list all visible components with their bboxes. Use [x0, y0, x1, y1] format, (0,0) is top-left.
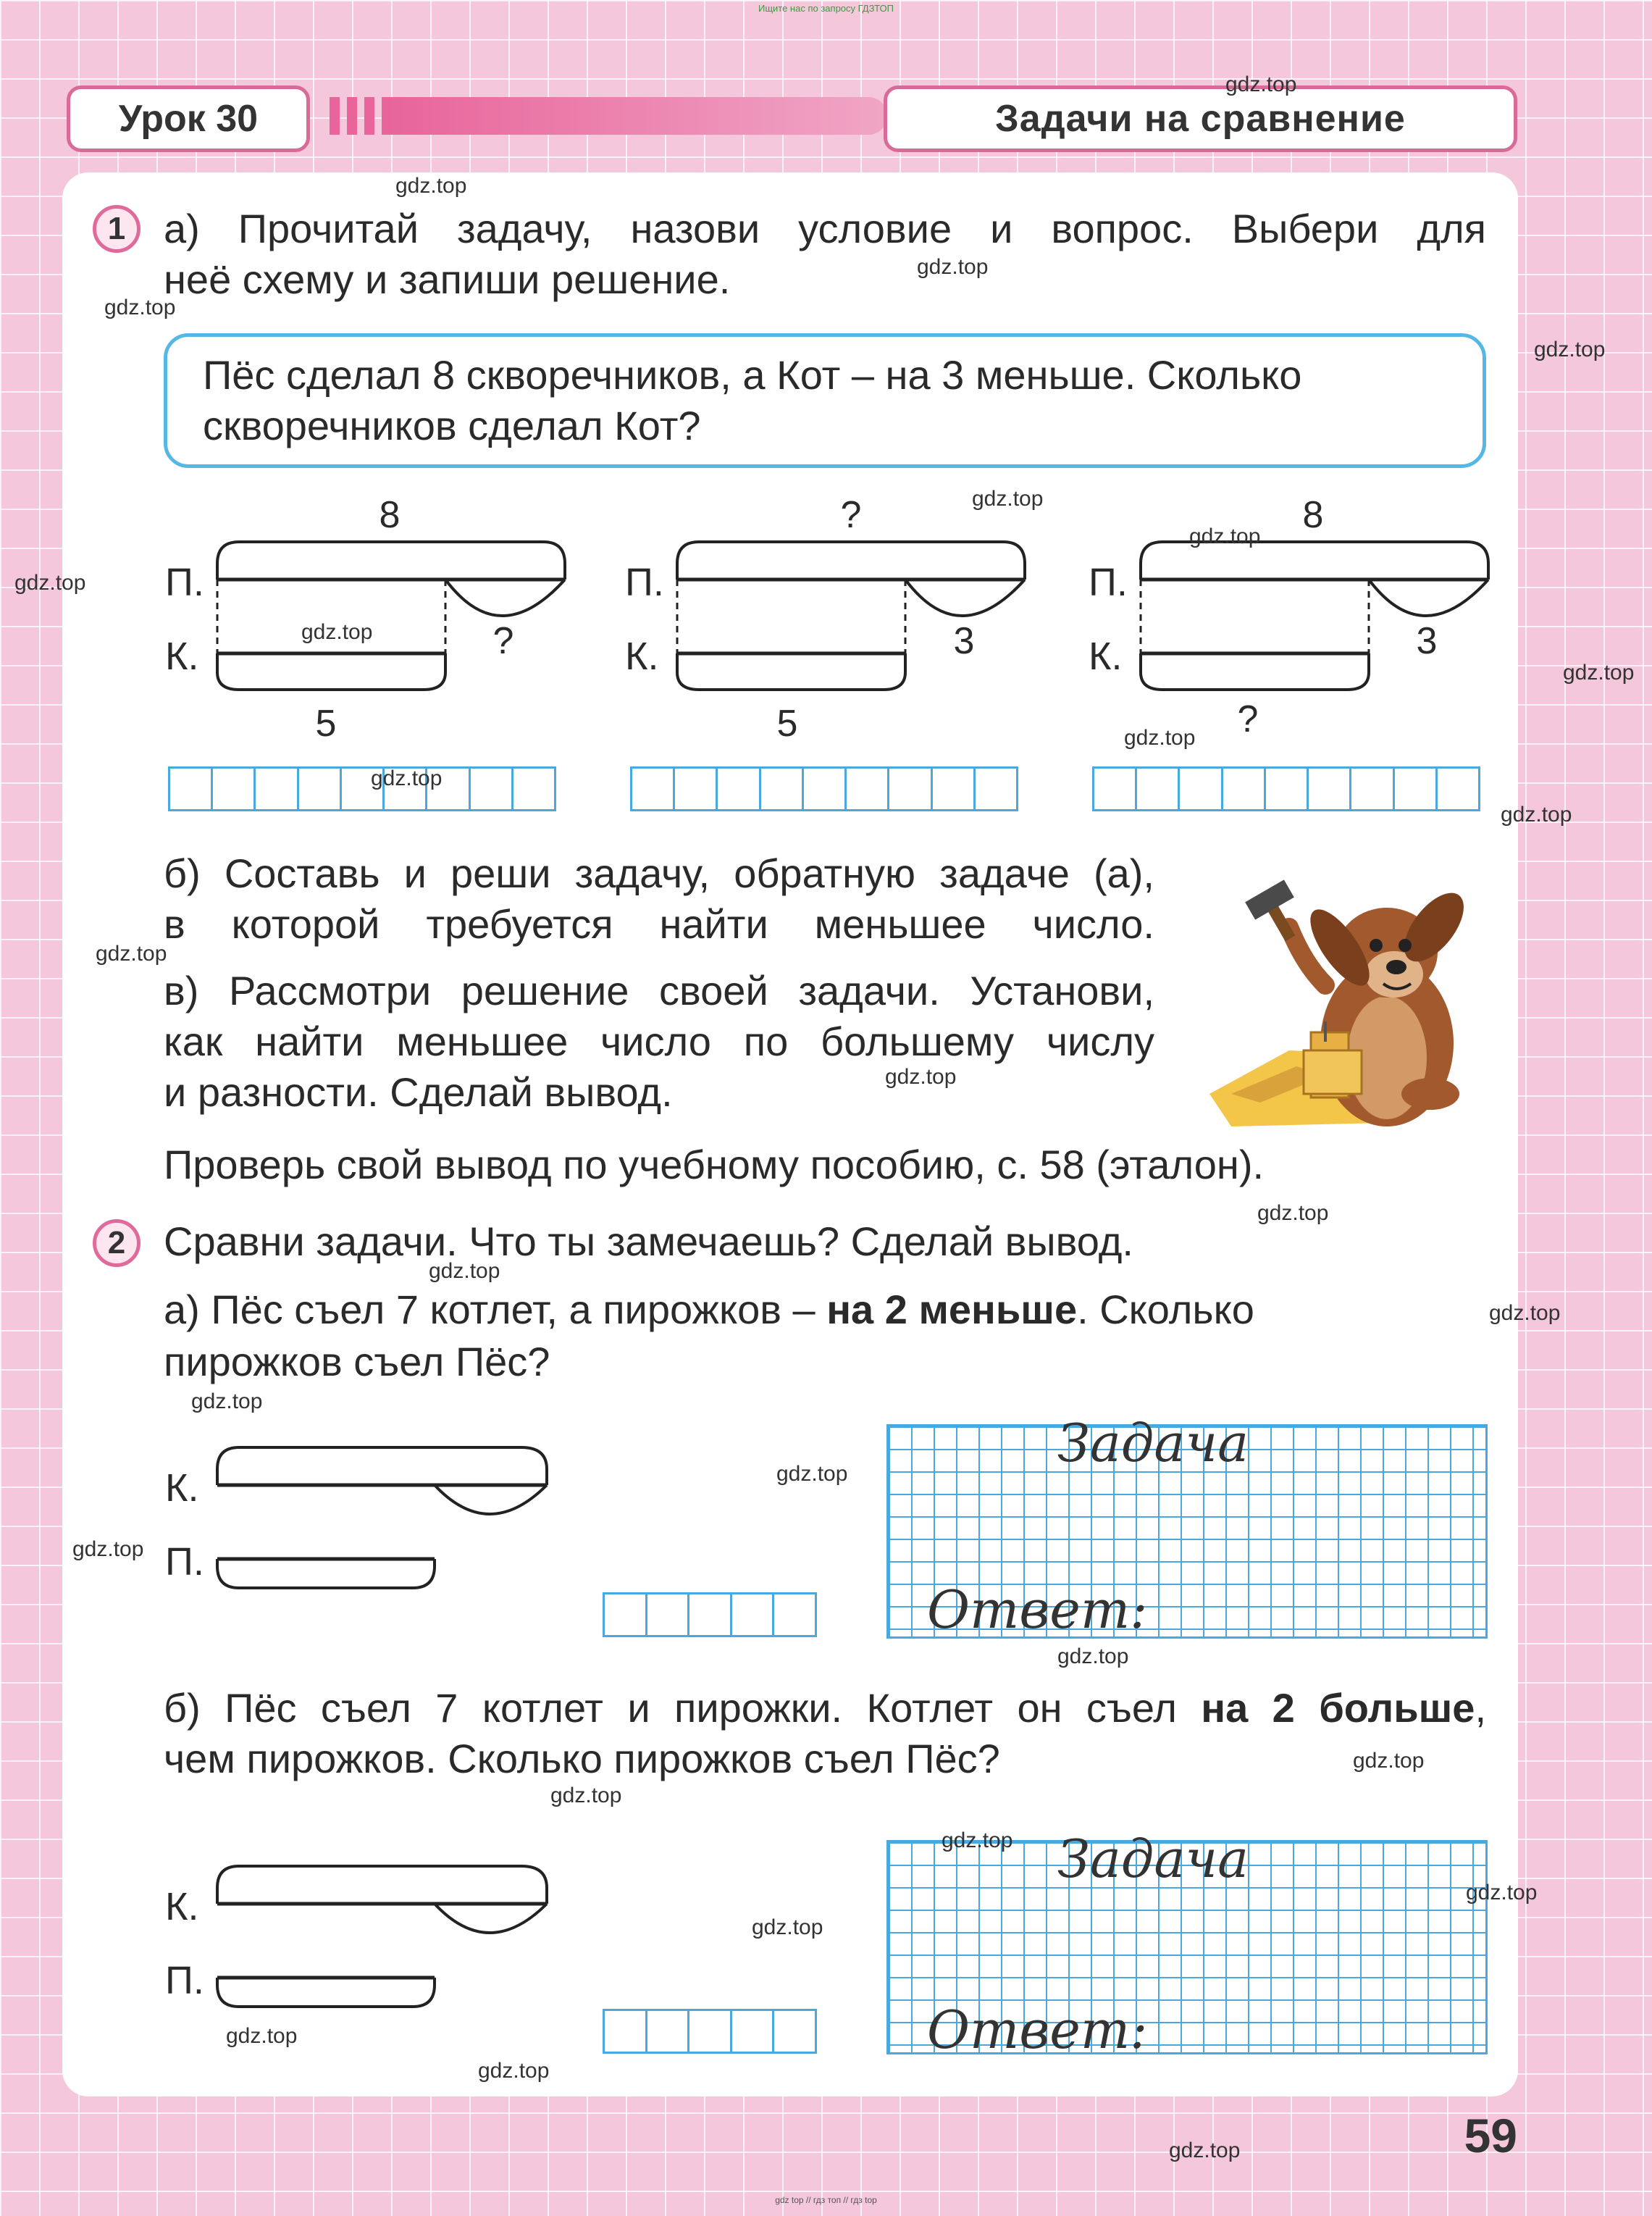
answer-cells-3[interactable]	[1092, 766, 1480, 811]
scheme-1	[159, 485, 579, 750]
scheme-1-top-label: 8	[379, 494, 401, 536]
scheme-1-row2: К.	[165, 635, 199, 678]
watermark: gdz.top	[1169, 2138, 1241, 2162]
task2-b-answer-cells[interactable]	[603, 2009, 817, 2054]
scheme-3-bottom-label: ?	[1237, 698, 1259, 740]
task-number-1: 1	[93, 205, 141, 253]
task2-a-grid-answer: Ответ:	[927, 1579, 1148, 1640]
task2-a-answer-cells[interactable]	[603, 1592, 817, 1637]
watermark: gdz.top	[752, 1915, 823, 1939]
watermark: gdz.top	[371, 766, 443, 790]
task1-c-line2: как найти меньшее число по большему числу	[164, 1019, 1154, 1064]
watermark: gdz.top	[550, 1784, 622, 1807]
task2-a-row1: К.	[165, 1466, 199, 1510]
topic-title: Задачи на сравнение	[884, 85, 1517, 152]
task1-c-line3: и разности. Сделай вывод.	[164, 1069, 673, 1115]
scheme-2	[619, 485, 1039, 750]
task2-a-grid-title: Задача	[1057, 1413, 1249, 1473]
task1-b-line2: в которой требуется найти меньшее число.	[164, 901, 1154, 947]
header-bar	[330, 97, 887, 135]
answer-cells-1[interactable]	[168, 766, 556, 811]
task1-b-line1: б) Составь и реши задачу, обратную задаче (а),	[164, 850, 1154, 896]
top-note: Ищите нас по запросу ГДЗТОП	[758, 3, 894, 14]
scheme-2-row1: П.	[625, 561, 664, 604]
task1-check-line: Проверь свой вывод по учебному пособию, с. 58 (эталон).	[164, 1142, 1265, 1187]
scheme-3-row1: П.	[1089, 561, 1128, 604]
task2-a-scheme	[159, 1434, 565, 1612]
watermark: gdz.top	[885, 1065, 957, 1089]
watermark: gdz.top	[1489, 1301, 1561, 1325]
scheme-1-row1: П.	[165, 561, 204, 604]
watermark: gdz.top	[1534, 338, 1606, 361]
scheme-2-bottom-label: 5	[776, 703, 798, 745]
watermark: gdz.top	[301, 620, 373, 644]
task2-b-line1: б) Пёс съел 7 котлет и пирожки. Котлет он съел на 2 больше,	[164, 1685, 1487, 1731]
problem-line1: Пёс сделал 8 скворечников, а Кот – на 3 меньше. Сколько	[203, 352, 1302, 398]
watermark: gdz.top	[942, 1828, 1013, 1852]
scheme-3	[1083, 485, 1503, 750]
scheme-3-row2: К.	[1089, 635, 1123, 678]
problem-line2: скворечников сделал Кот?	[203, 403, 701, 448]
answer-cells-2[interactable]	[630, 766, 1018, 811]
watermark: gdz.top	[972, 487, 1044, 511]
task2-b-scheme	[159, 1853, 565, 2031]
watermark: gdz.top	[14, 571, 86, 595]
scheme-2-row2: К.	[625, 635, 659, 678]
task1-a-line2: неё схему и запиши решение.	[164, 256, 731, 302]
bottom-note: gdz top // гдз топ // гдз top	[775, 2195, 877, 2205]
watermark: gdz.top	[429, 1259, 500, 1283]
task1-a-line1: а) Прочитай задачу, назови условие и вопрос. Выбери для	[164, 206, 1486, 251]
watermark: gdz.top	[395, 174, 467, 198]
watermark: gdz.top	[226, 2024, 298, 2048]
scheme-1-right-label: ?	[492, 620, 514, 662]
watermark: gdz.top	[96, 942, 167, 966]
watermark: gdz.top	[1124, 726, 1196, 750]
task2-b-row1: К.	[165, 1885, 199, 1928]
watermark: gdz.top	[72, 1537, 144, 1561]
dog-with-hammer-illustration	[1202, 877, 1506, 1134]
task-number-2: 2	[93, 1219, 141, 1267]
scheme-1-bottom-label: 5	[315, 703, 337, 745]
scheme-2-top-label: ?	[840, 494, 862, 536]
watermark: gdz.top	[1563, 661, 1635, 685]
scheme-2-right-label: 3	[953, 620, 975, 662]
watermark: gdz.top	[191, 1389, 263, 1413]
lesson-label: Урок 30	[67, 85, 310, 152]
watermark: gdz.top	[1353, 1749, 1425, 1773]
task1-c-line1: в) Рассмотри решение своей задачи. Установи,	[164, 968, 1154, 1013]
task2-b-grid-title: Задача	[1057, 1828, 1249, 1889]
task2-b-grid-answer: Ответ:	[927, 1999, 1148, 2060]
watermark: gdz.top	[1057, 1644, 1129, 1668]
watermark: gdz.top	[478, 2059, 550, 2083]
scheme-3-top-label: 8	[1302, 494, 1324, 536]
watermark: gdz.top	[1501, 803, 1572, 827]
task2-b-line2: чем пирожков. Сколько пирожков съел Пёс?	[164, 1736, 1000, 1781]
watermark: gdz.top	[1466, 1881, 1538, 1904]
task2-b-row2: П.	[165, 1959, 204, 2002]
watermark: gdz.top	[1225, 72, 1297, 96]
task2-intro: Сравни задачи. Что ты замечаешь? Сделай вывод.	[164, 1218, 1133, 1264]
watermark: gdz.top	[104, 296, 176, 319]
watermark: gdz.top	[1257, 1201, 1329, 1225]
page-number: 59	[1464, 2109, 1517, 2162]
task2-a-line1: а) Пёс съел 7 котлет, а пирожков – на 2 меньше. Сколько	[164, 1287, 1254, 1332]
scheme-3-right-label: 3	[1416, 620, 1438, 662]
watermark: gdz.top	[1189, 524, 1261, 548]
watermark: gdz.top	[776, 1462, 848, 1486]
watermark: gdz.top	[917, 255, 989, 279]
task2-a-line2: пирожков съел Пёс?	[164, 1339, 550, 1384]
task2-a-row2: П.	[165, 1540, 204, 1584]
